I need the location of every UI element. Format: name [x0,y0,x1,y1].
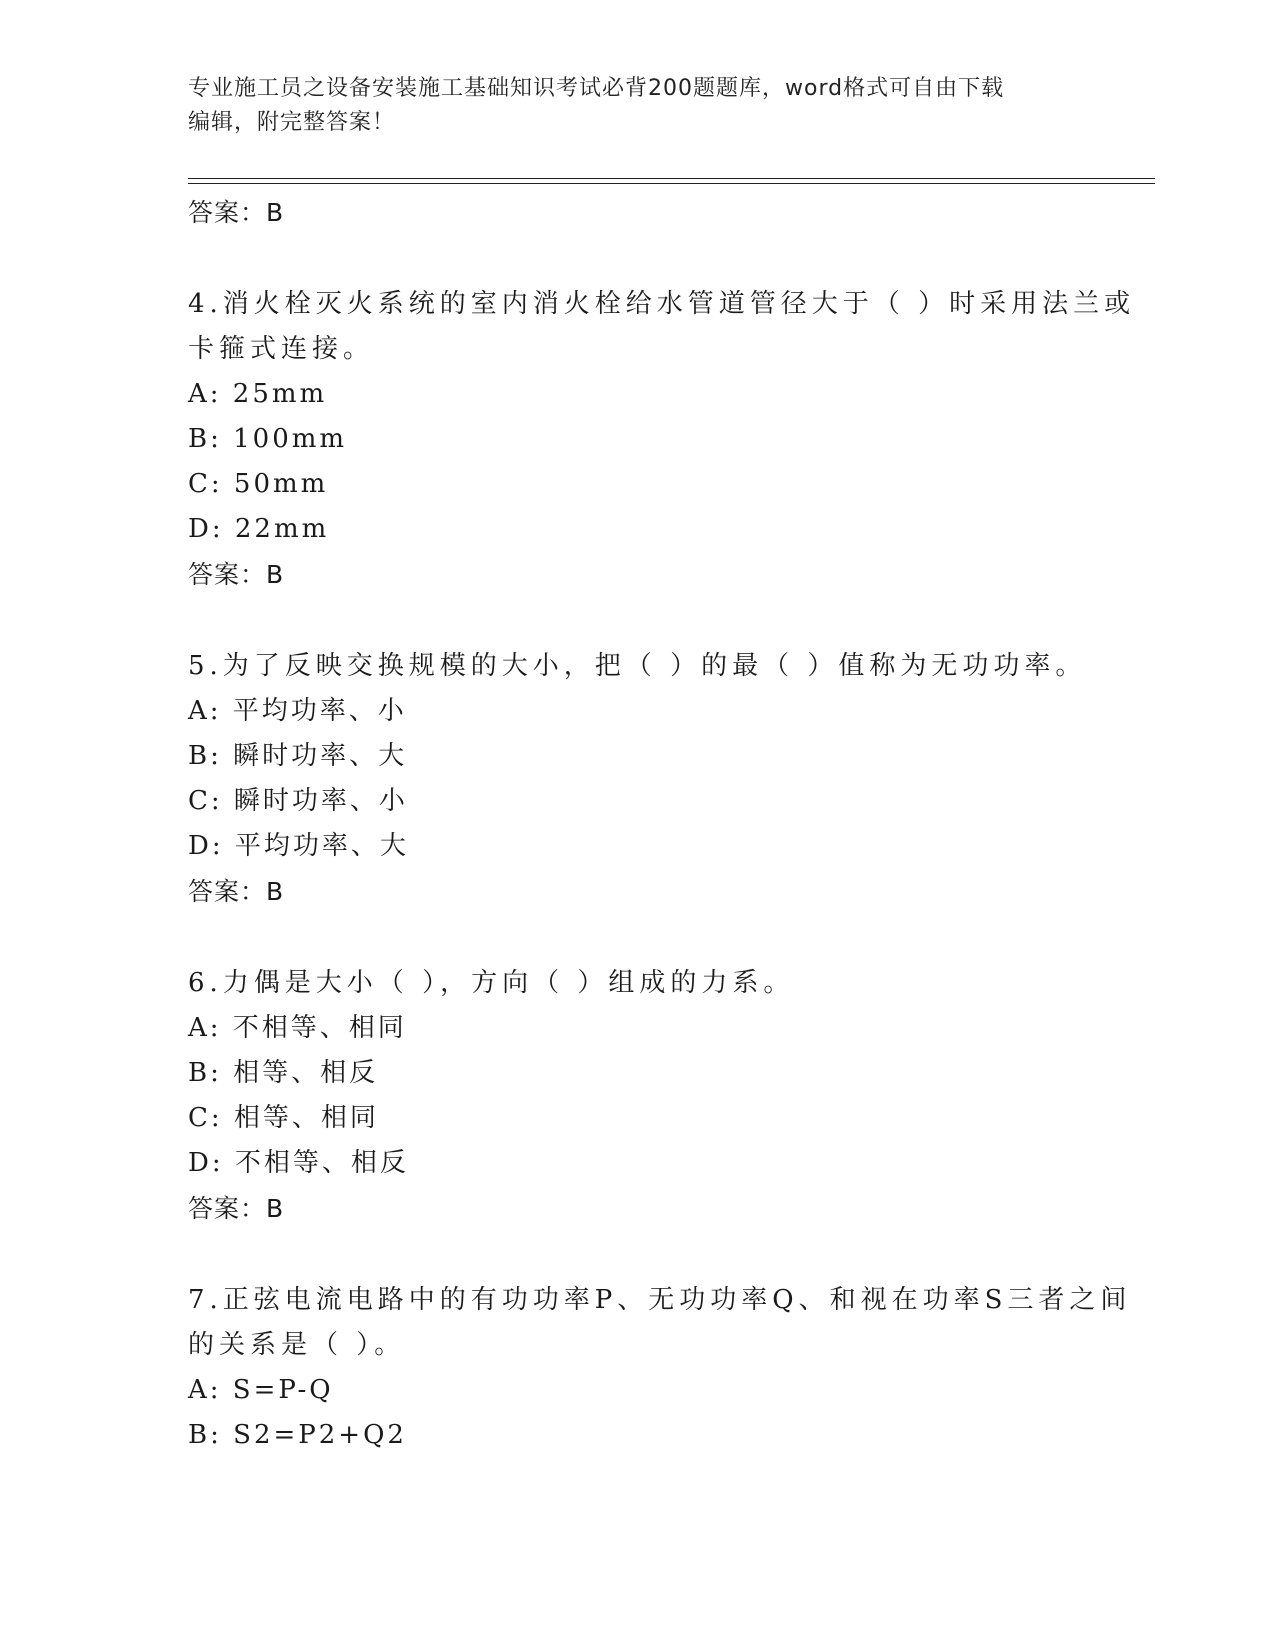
question-line: 4.消火栓灭火系统的室内消火栓给水管道管径大于（ ）时采用法兰或 [188,289,1136,319]
question-line: 的关系是（ ）。 [188,1330,406,1360]
answer-line: 答案：B [188,198,285,227]
option-b: B: 100mm [188,424,348,454]
question-line: 7.正弦电流电路中的有功功率P、无功功率Q、和视在功率S三者之间 [188,1285,1132,1315]
option-a: A: 平均功率、小 [188,696,407,726]
question-line: 卡箍式连接。 [188,334,375,364]
question-text [188,1278,1148,1368]
question-line: 6.力偶是大小（ ），方向（ ）组成的力系。 [188,968,795,998]
option-a: A: 不相等、相同 [188,1013,407,1043]
header-line-2: 编辑，附完整答案！ [188,110,396,135]
option-b: B: 相等、相反 [188,1058,379,1088]
option-c: C: 50mm [188,469,329,499]
question-list [188,190,1148,1458]
option-d: D: 平均功率、大 [188,831,409,861]
question-line: 5.为了反映交换规模的大小，把（ ）的最（ ）值称为无功功率。 [188,651,1087,681]
option-b: B: 瞬时功率、大 [188,741,408,771]
question-item [188,961,1148,1232]
document-header [188,72,1088,140]
answer-line: 答案：B [188,1194,285,1223]
option-c: C: 瞬时功率、小 [188,786,408,816]
answer-line: 答案：B [188,560,285,589]
option-c: C: 相等、相同 [188,1103,379,1133]
question-text [188,282,1148,372]
question-text [188,961,1148,1006]
question-item [188,644,1148,915]
option-a: A: 25mm [188,379,328,409]
header-divider-top [188,178,1155,179]
question-item [188,1278,1148,1458]
answer-line: 答案：B [188,877,285,906]
header-divider-bottom [188,183,1155,184]
option-d: D: 不相等、相反 [188,1148,409,1178]
option-d: D: 22mm [188,514,330,544]
option-a: A: S=P-Q [188,1375,334,1405]
option-b: B: S2=P2+Q2 [188,1420,407,1450]
question-item [188,282,1148,598]
header-line-1: 专业施工员之设备安装施工基础知识考试必背200题题库，word格式可自由下载 [188,76,1005,101]
question-text [188,644,1148,689]
